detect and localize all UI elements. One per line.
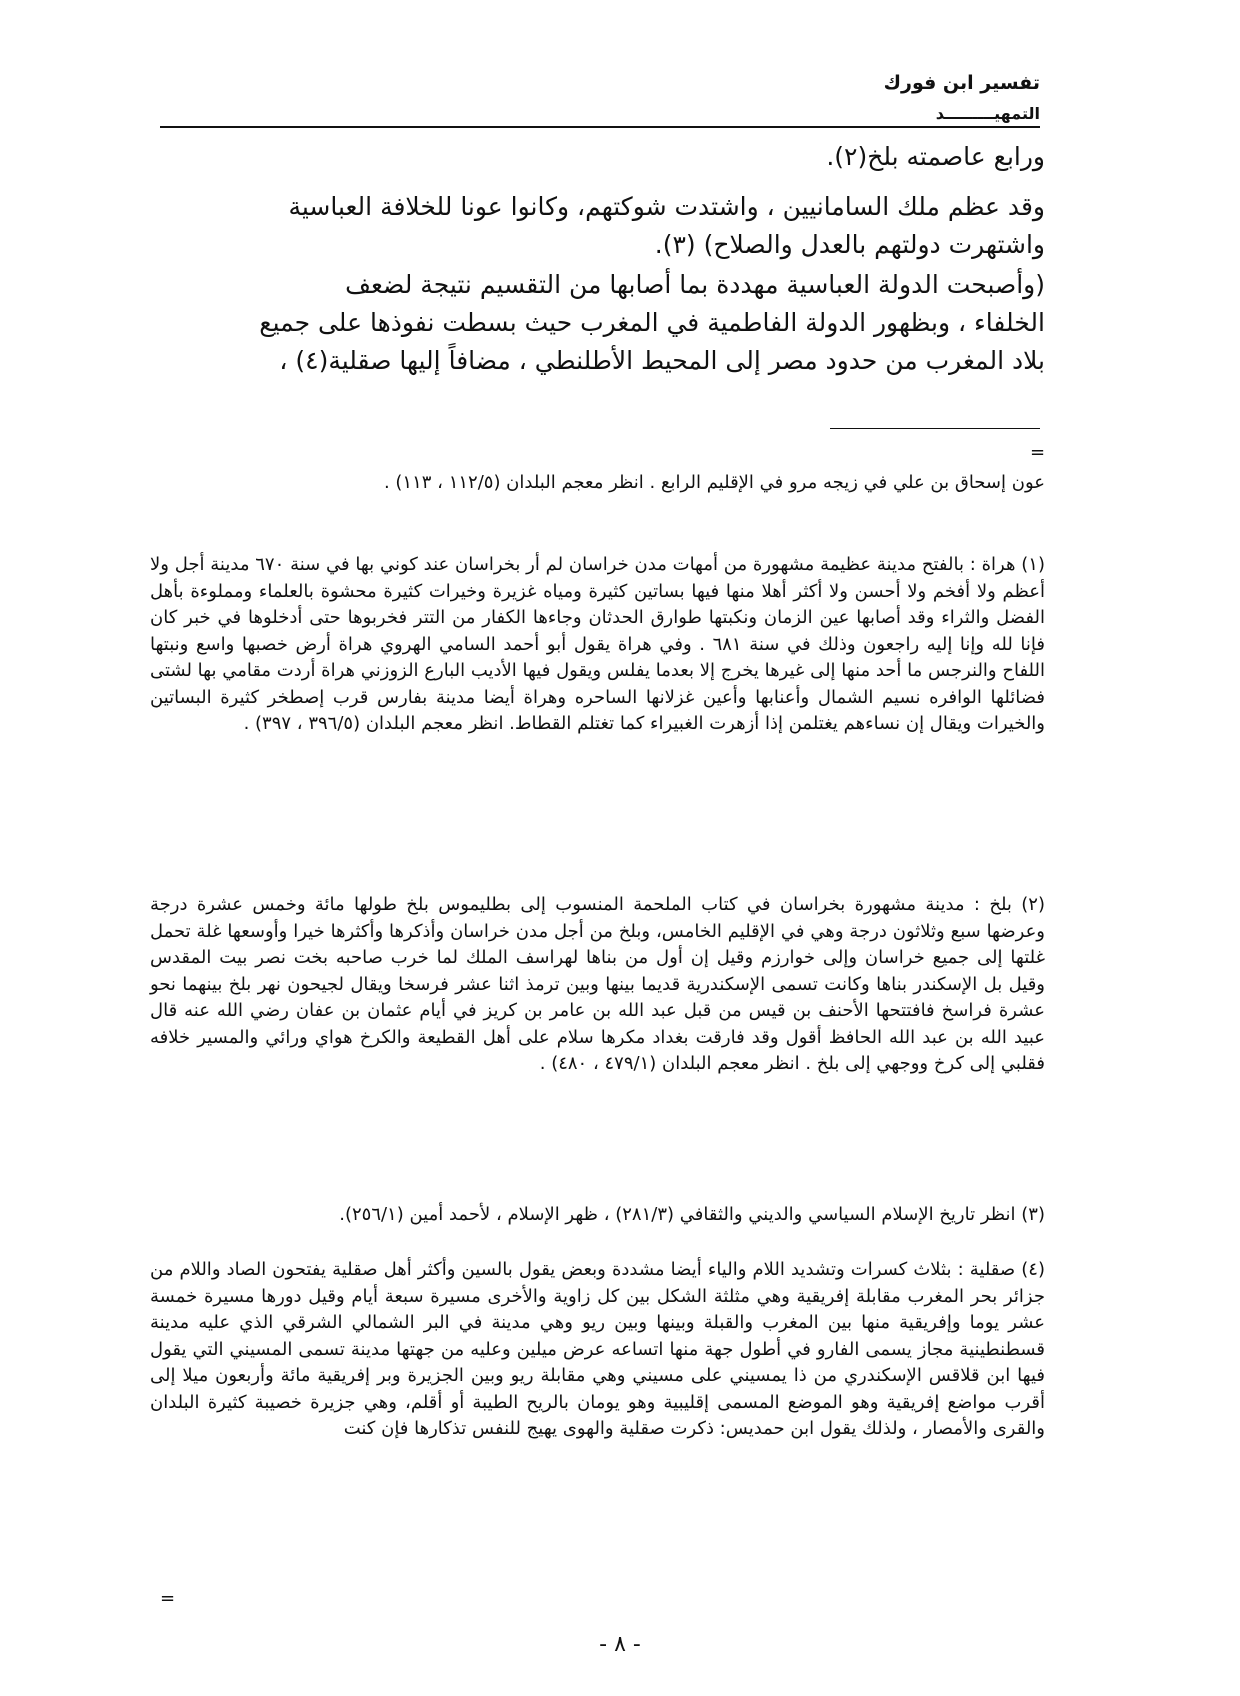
body-line: بلاد المغرب من حدود مصر إلى المحيط الأطلنطي ، مضافاً إليها صقلية(٤) ، [279,346,1045,375]
footnote-4: (٤) صقلية : بثلاث كسرات وتشديد اللام والياء أيضا مشددة وبعض يقول بالسين وأكثر أهل صقلية يفتحون الصاد واللام من جزائر بحر المغرب مقابلة إفريقية وهي مثلثة الشكل بين كل زاوية والأخرى مسيرة سبعة أيام وقيل دورها مسيرة خمسة عشر يوما وإفريقية منها بين المغرب والقبلة وبينها وبين ريو وهي مدينة في البر الشمالي الشرقي الذي عليه مدينة قسطنطينية مجاز يسمى الفارو في أطول جهة منها اتساعه عرض ميلين وعليه من جهتها مدينة تسمى المسيني التي يقول فيها ابن قلاقس الإسكندري من ذا يمسيني على مسيني وهي مقابلة ريو وبين الجزيرة وبر إفريقية مائة وأربعون ميلا إلى أقرب مواضع إفريقية وهو الموضع المسمى إقليبية وهو يومان بالريح الطيبة أو أقلم، وهي جزيرة خصيبة كثيرة البلدان والقرى والأمصار ، ولذلك يقول ابن حمديس: ذكرت صقلية والهوى يهيج للنفس تذكارها فإن كنت [150,1259,1045,1439]
footnote-2: (٢) بلخ : مدينة مشهورة بخراسان في كتاب الملحمة المنسوب إلى بطليموس بلخ طولها مائة وخمس عشرة درجة وعرضها سبع وثلاثون درجة وهي في الإقليم الخامس، وبلخ من أجل مدن خراسان وأذكرها وأكثرها خيرا وأوسعها غلة تحمل غلتها إلى جميع خراسان وإلى خوارزم وقيل إن أول من بناها لهراسف الملك لما خرب صاحبه بخت نصر بيت المقدس وقيل بل الإسكندر بناها وكانت تسمى الإسكندرية قديما بينها وبين ترمذ اثنا عشر فرسخا ويقال لجيحون نهر بلخ بينهما نحو عشرة فراسخ فافتتحها الأحنف بن قيس من قبل عبد الله بن عامر بن كريز في أيام عثمان بن عفان رضي الله عنه قال عبيد الله بن عبد الله الحافظ أقول وقد فارقت بغداد مكرها سلام على أهل القطيعة والكرخ هواي ورائي والمسير خلافه فقلبي إلى كرخ ووجهي إلى بلخ . انظر معجم البلدان (٤٧٩/١ ، ٤٨٠) . [150,894,1045,1074]
running-header-section-title: التمهيـــــــــد [935,104,1040,123]
body-paragraph-2 [145,188,1045,264]
footnote-1: (١) هراة : بالفتح مدينة عظيمة مشهورة من أمهات مدن خراسان لم أر بخراسان عند كوني بها في سنة ٦٧٠ مدينة أجل ولا أعظم ولا أفخم ولا أحسن ولا أكثر أهلا منها فيها بساتين كثيرة ومياه غزيرة وخيرات كثيرة محشوة بالعلماء ومملوءة بأهل الفضل والثراء وقد أصابها عين الزمان ونكبتها طوارق الحدثان وجاءها الكفار من التتر فخربوها حتى أدخلوها في خبر كان فإنا لله وإنا إليه راجعون وذلك في سنة ٦٨١ . وفي هراة يقول أبو أحمد السامي الهروي هراة أرض خصبها واسع ونبتها اللفاح والنرجس ما أحد منها إلى غيرها يخرج إلا بعدما يفلس ويقول فيها الأديب البارع الزوزني هراة أردت مقامي بها لشتى فضائلها الوافره نسيم الشمال وأعنابها وأعين غزلانها الساحره وهراة أيضا مدينة بفارس قرب إصطخر كثيرة البساتين والخيرات ويقال إن نساءهم يغتلمن إذا أزهرت الغبيراء كما تغتلم القطاط. انظر معجم البلدان (٣٩٦/٥ ، ٣٩٧) . [149,554,1045,734]
footnote-separator [830,428,1040,429]
body-line: وقد عظم ملك السامانيين ، واشتدت شوكتهم، وكانوا عونا للخلافة العباسية [288,192,1045,221]
footnote-end-continuation-mark: = [160,1588,176,1609]
body-paragraph-1: ورابع عاصمته بلخ(٢). [826,142,1045,171]
body-paragraph-3 [145,266,1045,380]
header-rule [160,126,1040,128]
page-number: - ٨ - [599,1632,641,1657]
body-line: الخلفاء ، وبظهور الدولة الفاطمية في المغرب حيث بسطت نفوذها على جميع [259,308,1045,337]
footnote-continued-text: عون إسحاق بن علي في زيجه مرو في الإقليم الرابع . انظر معجم البلدان (١١٢/٥ ، ١١٣) . [383,472,1045,493]
body-line: (وأصبحت الدولة العباسية مهددة بما أصابها من التقسيم نتيجة لضعف [345,270,1045,299]
running-header-book-title: تفسير ابن فورك [883,72,1040,94]
footnote-3: (٣) انظر تاريخ الإسلام السياسي والديني والثقافي (٢٨١/٣) ، ظهر الإسلام ، لأحمد أمين (٢٥٦/١). [339,1204,1045,1225]
footnote-continuation-mark: = [1030,442,1046,463]
body-line: واشتهرت دولتهم بالعدل والصلاح) (٣). [654,230,1045,259]
